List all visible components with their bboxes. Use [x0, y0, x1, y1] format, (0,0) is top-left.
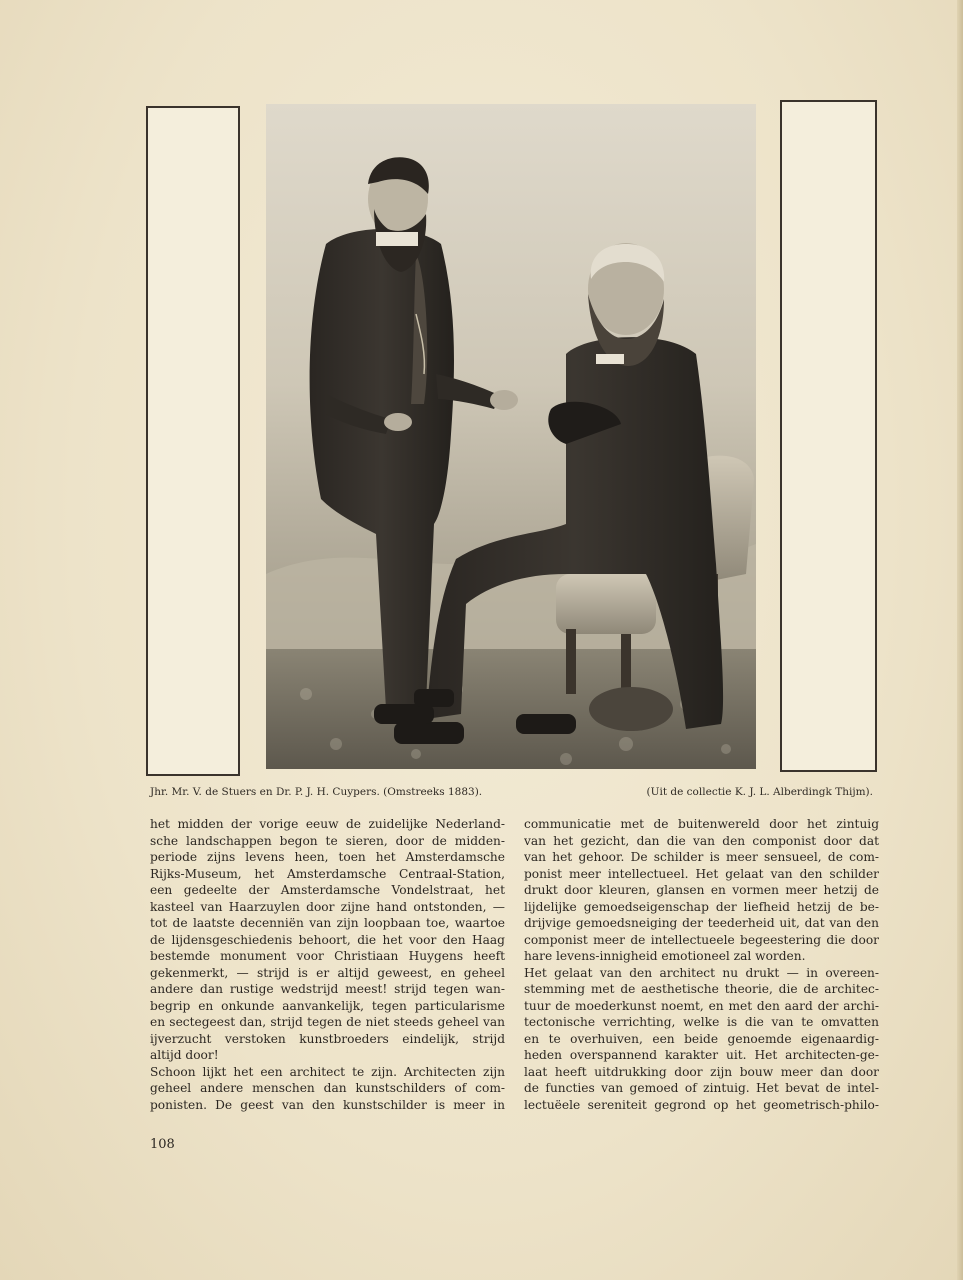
text-line: componist meer de intellectueele begeestering die door: [524, 932, 879, 947]
text-column-left: [150, 816, 505, 1113]
text-line: het midden der vorige eeuw de zuidelijke Nederland-: [150, 817, 505, 831]
text-line: en sectegeest dan, strijd tegen de niet steeds geheel van: [150, 1015, 505, 1029]
left-frame-box: [146, 106, 240, 776]
text-line: altijd door!: [150, 1048, 219, 1062]
text-line: geheel andere menschen dan kunstschilders of com-: [150, 1081, 505, 1095]
text-line: de functies van gemoed of zintuig. Het bevat de intel-: [524, 1081, 879, 1095]
text-line: een gedeelte der Amsterdamsche Vondelstraat, het: [150, 883, 505, 897]
historical-photograph: [266, 104, 756, 769]
text-column-right: [524, 816, 879, 1113]
text-line: tot de laatste decenniën van zijn loopbaan toe, waartoe: [150, 916, 505, 930]
text-line: heden overspannend karakter uit. Het architecten-ge-: [524, 1048, 879, 1062]
text-line: stemming met de aesthetische theorie, die de architec-: [524, 982, 879, 996]
text-line: Schoon lijkt het een architect te zijn. Architecten zijn: [150, 1064, 505, 1079]
text-line: periode zijns levens heen, toen het Amsterdamsche: [150, 850, 505, 864]
text-line: van het gehoor. De schilder is meer sensueel, de com-: [524, 850, 879, 864]
text-line: drukt door kleuren, glansen en vormen meer hetzij de: [524, 883, 879, 897]
text-line: en te overhuiven, een beide genoemde eigenaardig-: [524, 1031, 879, 1046]
text-line: ponist meer intellectueel. Het gelaat van den schilder: [524, 866, 879, 881]
photograph-illustration: [266, 104, 756, 769]
text-line: communicatie met de buitenwereld door het zintuig: [524, 817, 879, 831]
text-line: drijvige gemoedsneiging der teederheid uit, dat van den: [524, 916, 879, 930]
right-frame-box: [780, 100, 877, 772]
text-line: begrip en onkunde aanvankelijk, tegen particularisme: [150, 998, 505, 1013]
text-line: andere dan rustige wedstrijd meest! strijd tegen wan-: [150, 982, 505, 996]
text-line: hare levens-innigheid emotioneel zal worden.: [524, 949, 806, 963]
text-line: kasteel van Haarzuylen door zijne hand ontstonden, —: [150, 899, 505, 914]
text-line: Het gelaat van den architect nu drukt — in overeen-: [524, 965, 879, 980]
text-line: van het gezicht, dan die van den componist door dat: [524, 833, 879, 848]
text-line: lijdelijke gemoedseigenschap der liefheid hetzij de be-: [524, 899, 879, 914]
text-line: lectuëele sereniteit gegrond op het geometrisch-philo-: [524, 1097, 879, 1112]
photo-credit: (Uit de collectie K. J. L. Alberdingk Thijm).: [646, 786, 873, 798]
text-line: ijverzucht verstoken kunstbroeders eindelijk, strijd: [150, 1031, 505, 1046]
page-number: 108: [150, 1137, 175, 1152]
text-line: bestemde monument voor Christiaan Huygens heeft: [150, 949, 505, 963]
text-line: Rijks-Museum, het Amsterdamsche Centraal-Station,: [150, 866, 505, 881]
photo-caption: Jhr. Mr. V. de Stuers en Dr. P. J. H. Cuypers. (Omstreeks 1883).: [150, 786, 483, 798]
text-line: sche landschappen begon te sieren, door de midden-: [150, 833, 505, 848]
text-line: tectonische verrichting, welke is die van te omvatten: [524, 1015, 879, 1029]
text-line: gekenmerkt, — strijd is er altijd geweest, en geheel: [150, 965, 505, 980]
page-edge: [957, 0, 963, 1280]
text-line: ponisten. De geest van den kunstschilder is meer in: [150, 1097, 505, 1112]
text-line: de lijdensgeschiedenis behoort, die het voor den Haag: [150, 932, 505, 947]
text-line: laat heeft uitdrukking door zijn bouw meer dan door: [524, 1064, 879, 1079]
text-line: tuur de moederkunst noemt, en met den aard der archi-: [524, 998, 879, 1013]
